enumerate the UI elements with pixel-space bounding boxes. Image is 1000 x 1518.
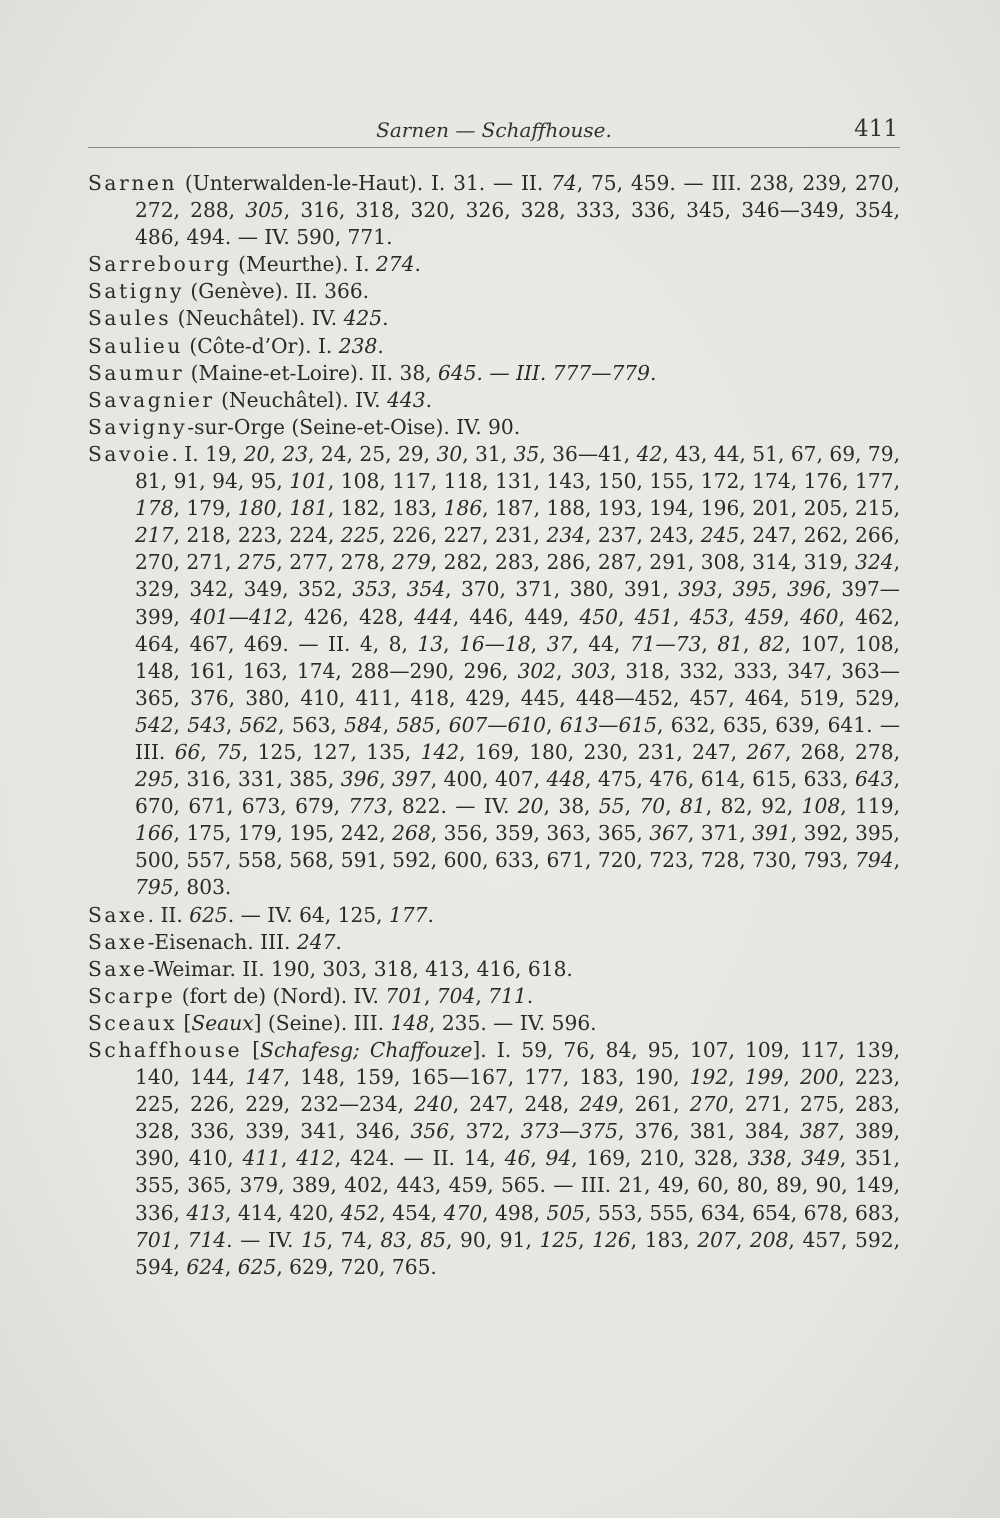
- italic-reference: 148: [390, 1010, 429, 1035]
- reference-text: ,: [786, 1146, 802, 1171]
- reference-text: , 371,: [687, 821, 753, 846]
- italic-reference: 356: [410, 1119, 450, 1144]
- reference-text: ,: [893, 848, 900, 873]
- reference-text: , 74,: [326, 1227, 381, 1252]
- italic-reference: 234: [546, 523, 586, 548]
- reference-text: ,: [546, 712, 560, 737]
- italic-reference: 425: [343, 306, 383, 331]
- reference-text: , 223, 225, 226, 229, 232—234,: [135, 1065, 901, 1117]
- italic-reference: 35: [513, 441, 540, 466]
- index-entries: [88, 170, 900, 1281]
- index-entry: [88, 983, 900, 1010]
- reference-text: .: [382, 306, 389, 331]
- reference-text: , 44,: [572, 631, 630, 656]
- italic-reference: 42: [636, 441, 663, 466]
- italic-reference: 81: [680, 794, 706, 819]
- italic-reference: 711: [488, 983, 527, 1008]
- italic-reference: 82: [758, 631, 785, 656]
- reference-text: , 235. — IV. 596.: [428, 1010, 597, 1035]
- italic-reference: 20: [243, 441, 270, 466]
- reference-text: ,: [578, 1227, 593, 1252]
- italic-reference: 387: [799, 1119, 839, 1144]
- italic-reference: 16—18: [459, 631, 531, 656]
- reference-text: , 169, 210, 328,: [571, 1146, 748, 1171]
- italic-reference: 267: [746, 739, 785, 764]
- italic-reference: 373—375: [520, 1119, 619, 1144]
- reference-text: (Meurthe). I.: [231, 252, 376, 277]
- reference-text: , 462, 464, 467, 469. — II. 4, 8,: [135, 604, 901, 656]
- italic-reference: 55: [598, 794, 625, 819]
- reference-text: .: [414, 252, 421, 277]
- reference-text: , 108, 117, 118, 131, 143, 150, 155, 172, 174, 176, 177,: [327, 469, 900, 494]
- reference-text: ,: [665, 794, 681, 819]
- italic-reference: 37: [546, 631, 573, 656]
- italic-reference: 245: [700, 523, 740, 548]
- index-entry: [88, 1037, 900, 1281]
- italic-reference: 542: [135, 712, 174, 737]
- reference-text: ,: [423, 983, 437, 1008]
- reference-text: , 356, 359, 363, 365,: [430, 821, 650, 846]
- reference-text: , 187, 188, 193, 194, 196, 201, 205, 215,: [482, 496, 900, 521]
- italic-reference: 66: [174, 739, 201, 764]
- italic-reference: 279: [392, 550, 431, 575]
- reference-text: ,: [435, 712, 449, 737]
- italic-reference: 625: [189, 902, 228, 927]
- index-entry: [88, 441, 900, 902]
- italic-reference: 305: [245, 198, 284, 223]
- italic-reference: 459: [744, 604, 784, 629]
- reference-text: . I. 19,: [171, 441, 244, 466]
- italic-reference: Seaux: [191, 1010, 254, 1035]
- italic-reference: 142: [420, 739, 460, 764]
- reference-text: ,: [225, 712, 240, 737]
- reference-text: .: [335, 929, 342, 954]
- reference-text: , 24, 25, 29,: [307, 441, 437, 466]
- reference-text: (Neuchâtel). IV.: [214, 387, 388, 412]
- reference-text: , 271, 275, 283, 328, 336, 339, 341, 346,: [135, 1092, 900, 1144]
- reference-text: , 90, 91,: [446, 1227, 540, 1252]
- reference-text: , 182, 183,: [327, 496, 444, 521]
- reference-text: , 261,: [618, 1092, 690, 1117]
- reference-text: .: [526, 983, 534, 1008]
- reference-text: ,: [728, 604, 745, 629]
- reference-text: . — IV. 64, 125,: [227, 902, 389, 927]
- index-entry: [88, 956, 900, 983]
- reference-text: , 397—399,: [135, 577, 900, 629]
- reference-text: [: [177, 1010, 192, 1035]
- italic-reference: 70: [639, 794, 666, 819]
- reference-text: ,: [624, 794, 640, 819]
- reference-text: , 475, 476, 614, 615, 633,: [585, 767, 856, 792]
- entry-headword: Savagnier: [88, 387, 215, 412]
- italic-reference: 795: [135, 875, 174, 900]
- reference-text: , 183,: [630, 1227, 698, 1252]
- italic-reference: 643: [855, 767, 894, 792]
- italic-reference: 451: [634, 604, 674, 629]
- reference-text: , 424. — II. 14,: [334, 1146, 505, 1171]
- entry-headword: Schaffhouse: [88, 1038, 243, 1062]
- italic-reference: 303: [571, 658, 610, 683]
- reference-text: , 426, 428,: [287, 604, 415, 629]
- reference-text: , 414, 420,: [224, 1200, 341, 1225]
- reference-text: .: [427, 902, 434, 927]
- index-entry: [88, 414, 900, 441]
- reference-text: , 277, 278,: [276, 550, 393, 575]
- reference-text: , 370, 371, 380, 391,: [445, 577, 679, 602]
- reference-text: , 82, 92,: [705, 794, 802, 819]
- entry-headword: Sarnen: [88, 171, 178, 195]
- italic-reference: 354: [406, 577, 446, 602]
- italic-reference: 75: [216, 739, 242, 764]
- reference-text: , 282, 283, 286, 287, 291, 308, 314, 319,: [430, 550, 856, 575]
- reference-text: .: [377, 333, 384, 358]
- italic-reference: 81: [717, 631, 744, 656]
- reference-text: ,: [379, 767, 393, 792]
- italic-reference: 20: [517, 794, 544, 819]
- reference-text: , 31,: [462, 441, 514, 466]
- italic-reference: 74: [551, 171, 577, 195]
- reference-text: , 107, 108, 148, 161, 163, 174, 288—290, 296,: [135, 631, 900, 683]
- italic-reference: 353: [352, 577, 391, 602]
- italic-reference: 324: [855, 550, 894, 575]
- entry-headword: Sceaux: [88, 1010, 178, 1035]
- italic-reference: 15: [301, 1227, 327, 1252]
- italic-reference: 274: [375, 252, 415, 277]
- reference-text: ,: [771, 577, 787, 602]
- reference-text: . II.: [147, 902, 190, 927]
- italic-reference: 199: [744, 1065, 784, 1090]
- italic-reference: 625: [237, 1254, 277, 1279]
- reference-text: ,: [556, 658, 572, 683]
- italic-reference: 543: [187, 712, 226, 737]
- italic-reference: 448: [546, 767, 586, 792]
- reference-text: , 822. — IV.: [387, 794, 518, 819]
- reference-text: , 670, 671, 673, 679,: [135, 767, 900, 819]
- reference-text: ,: [735, 1227, 750, 1252]
- reference-text: , 169, 180, 230, 231, 247,: [459, 739, 747, 764]
- italic-reference: 125: [539, 1227, 579, 1252]
- italic-reference: 180: [237, 496, 277, 521]
- reference-text: ,: [276, 496, 290, 521]
- entry-headword: Saulieu: [88, 333, 183, 358]
- italic-reference: 395: [732, 577, 772, 602]
- reference-text: ,: [269, 441, 283, 466]
- entry-headword: Savigny: [88, 414, 188, 439]
- italic-reference: 585: [396, 712, 435, 737]
- italic-reference: 126: [592, 1227, 631, 1252]
- italic-reference: 470: [443, 1200, 483, 1225]
- running-header: [88, 112, 900, 152]
- index-entry: [88, 929, 900, 956]
- reference-text: ,: [728, 1065, 745, 1090]
- italic-reference: 704: [436, 983, 476, 1008]
- italic-reference: 30: [436, 441, 463, 466]
- reference-text: .: [425, 387, 432, 412]
- reference-text: , 457, 592, 594,: [135, 1227, 900, 1279]
- reference-text: , 632, 635, 639, 641. — III.: [135, 712, 901, 764]
- reference-text: (Côte-d’Or). I.: [182, 333, 339, 358]
- reference-text: ,: [530, 631, 547, 656]
- reference-text: -Weimar. II. 190, 303, 318, 413, 416, 618.: [147, 956, 573, 981]
- italic-reference: 444: [414, 604, 453, 629]
- reference-text: , 400, 407,: [430, 767, 547, 792]
- reference-text: , 218, 223, 224,: [173, 523, 341, 548]
- reference-text: -Eisenach. III.: [147, 929, 297, 954]
- italic-reference: 270: [689, 1092, 729, 1117]
- italic-reference: . — III. 777—779: [476, 360, 650, 385]
- reference-text: ,: [783, 604, 800, 629]
- reference-text: [: [242, 1038, 261, 1062]
- entry-headword: Saxe: [88, 929, 148, 954]
- italic-reference: 460: [799, 604, 839, 629]
- italic-reference: 247: [296, 929, 336, 954]
- reference-text: ,: [530, 1146, 546, 1171]
- italic-reference: 208: [749, 1227, 789, 1252]
- entry-headword: Saumur: [88, 360, 185, 385]
- italic-reference: 217: [135, 523, 174, 548]
- index-entry: [88, 251, 900, 278]
- italic-reference: 505: [546, 1200, 586, 1225]
- index-entry: [88, 278, 900, 305]
- reference-text: -sur-Orge (Seine-et-Oise). IV. 90.: [187, 414, 521, 439]
- index-entry: [88, 170, 900, 251]
- italic-reference: 85: [420, 1227, 446, 1252]
- italic-reference: 13: [417, 631, 444, 656]
- reference-text: , 563,: [278, 712, 345, 737]
- reference-text: , 247, 262, 266, 270, 271,: [135, 523, 901, 575]
- italic-reference: Schafesg; Chaffouze: [260, 1038, 473, 1062]
- italic-reference: 562: [239, 712, 279, 737]
- running-title: Sarnen — Schaffhouse.: [376, 118, 612, 142]
- italic-reference: 396: [340, 767, 380, 792]
- reference-text: , 454,: [379, 1200, 444, 1225]
- reference-text: ,: [701, 631, 718, 656]
- entry-headword: Scarpe: [88, 983, 176, 1008]
- reference-text: , 376, 381, 384,: [618, 1119, 800, 1144]
- reference-text: , 372,: [449, 1119, 521, 1144]
- reference-text: , 148, 159, 165—167, 177, 183, 190,: [283, 1065, 690, 1090]
- reference-text: (Unterwalden-le-Haut). I. 31. — II.: [177, 171, 552, 195]
- italic-reference: 701: [135, 1227, 174, 1252]
- italic-reference: 453: [689, 604, 729, 629]
- italic-reference: 773: [348, 794, 388, 819]
- reference-text: , 43, 44, 51, 67, 69, 79, 81, 91, 94, 95,: [135, 441, 901, 494]
- reference-text: ,: [743, 631, 759, 656]
- reference-text: , 318, 332, 333, 347, 363—365, 376, 380, 410, 411, 418, 429, 445, 448—452, 457, 464, 519, 529,: [135, 658, 900, 710]
- reference-text: , 803.: [173, 875, 232, 900]
- italic-reference: 240: [414, 1092, 453, 1117]
- italic-reference: 186: [443, 496, 483, 521]
- header-rule: [88, 147, 900, 148]
- italic-reference: 108: [801, 794, 841, 819]
- reference-text: , 247, 248,: [452, 1092, 580, 1117]
- reference-text: (Maine-et-Loire). II. 38,: [184, 360, 438, 385]
- index-entry: [88, 305, 900, 332]
- reference-text: , 36—41,: [539, 441, 637, 466]
- italic-reference: 249: [579, 1092, 619, 1117]
- reference-text: ,: [173, 712, 188, 737]
- italic-reference: 178: [135, 496, 174, 521]
- reference-text: , 119,: [840, 794, 900, 819]
- reference-text: ,: [783, 1065, 800, 1090]
- reference-text: (Neuchâtel). IV.: [171, 306, 344, 331]
- reference-text: ]. I. 59, 76, 84, 95, 107, 109, 117, 139, 140, 144,: [135, 1038, 900, 1090]
- entry-headword: Saules: [88, 306, 172, 331]
- italic-reference: 275: [237, 550, 277, 575]
- italic-reference: 192: [689, 1065, 729, 1090]
- italic-reference: 391: [752, 821, 791, 846]
- reference-text: , 316, 331, 385,: [173, 767, 341, 792]
- italic-reference: 397: [392, 767, 431, 792]
- italic-reference: 225: [340, 523, 380, 548]
- italic-reference: 268: [392, 821, 431, 846]
- italic-reference: 207: [697, 1227, 736, 1252]
- italic-reference: 200: [799, 1065, 839, 1090]
- reference-text: , 226, 227, 231,: [379, 523, 547, 548]
- reference-text: ,: [618, 604, 635, 629]
- italic-reference: 701: [385, 983, 424, 1008]
- index-entry: [88, 360, 900, 387]
- reference-text: , 179,: [173, 496, 238, 521]
- italic-reference: 94: [545, 1146, 572, 1171]
- reference-text: , 553, 555, 634, 654, 678, 683,: [585, 1200, 900, 1225]
- italic-reference: 412: [296, 1146, 335, 1171]
- italic-reference: 302: [517, 658, 557, 683]
- reference-text: , 498,: [482, 1200, 547, 1225]
- reference-text: , 446, 449,: [452, 604, 580, 629]
- italic-reference: 607—610: [448, 712, 547, 737]
- italic-reference: 450: [579, 604, 618, 629]
- italic-reference: 393: [678, 577, 717, 602]
- reference-text: .: [650, 360, 657, 385]
- reference-text: , 75, 459. — III. 238, 239, 270, 272, 288,: [135, 171, 901, 223]
- italic-reference: 794: [855, 848, 894, 873]
- italic-reference: 71—73: [629, 631, 702, 656]
- entry-headword: Saxe: [88, 956, 148, 981]
- italic-reference: 46: [504, 1146, 531, 1171]
- reference-text: ,: [475, 983, 489, 1008]
- index-entry: [88, 902, 900, 929]
- italic-reference: 396: [786, 577, 826, 602]
- reference-text: ,: [443, 631, 460, 656]
- italic-reference: 295: [135, 767, 174, 792]
- italic-reference: 714: [187, 1227, 227, 1252]
- italic-reference: 101: [289, 469, 328, 494]
- italic-reference: 584: [344, 712, 383, 737]
- reference-text: ,: [673, 604, 690, 629]
- reference-text: , 389, 390, 410,: [135, 1119, 900, 1171]
- italic-reference: 23: [282, 441, 308, 466]
- reference-text: ,: [224, 1254, 238, 1279]
- italic-reference: 411: [242, 1146, 281, 1171]
- reference-text: ] (Seine). III.: [253, 1010, 391, 1035]
- italic-reference: 413: [186, 1200, 225, 1225]
- italic-reference: 177: [388, 902, 428, 927]
- italic-reference: 443: [387, 387, 426, 412]
- reference-text: , 351, 355, 365, 379, 389, 402, 443, 459, 565. — III. 21, 49, 60, 80, 89, 90, 149, 336,: [135, 1146, 900, 1225]
- reference-text: ,: [200, 739, 217, 764]
- reference-text: ,: [382, 712, 397, 737]
- reference-text: ,: [173, 1227, 188, 1252]
- entry-headword: Savoie: [88, 441, 172, 466]
- reference-text: ,: [406, 1227, 421, 1252]
- entry-headword: Satigny: [88, 279, 184, 304]
- reference-text: , 629, 720, 765.: [276, 1254, 437, 1279]
- reference-text: , 329, 342, 349, 352,: [135, 550, 900, 602]
- reference-text: , 392, 395, 500, 557, 558, 568, 591, 592, 600, 633, 671, 720, 723, 728, 730, 793,: [135, 821, 900, 873]
- reference-text: ,: [281, 1146, 297, 1171]
- italic-reference: 401—412: [190, 604, 288, 629]
- italic-reference: 624: [186, 1254, 225, 1279]
- italic-reference: 338: [747, 1146, 787, 1171]
- page-number: 411: [854, 116, 898, 142]
- index-entry: [88, 387, 900, 414]
- italic-reference: 613—615: [559, 712, 658, 737]
- reference-text: (Genève). II. 366.: [183, 279, 370, 304]
- italic-reference: 452: [340, 1200, 380, 1225]
- italic-reference: 147: [245, 1065, 284, 1090]
- reference-text: , 38,: [543, 794, 599, 819]
- entry-headword: Saxe: [88, 902, 148, 927]
- reference-text: , 316, 318, 320, 326, 328, 333, 336, 345, 346—349, 354, 486, 494. — IV. 590, 771.: [135, 198, 900, 250]
- reference-text: (fort de) (Nord). IV.: [175, 983, 386, 1008]
- reference-text: ,: [716, 577, 733, 602]
- index-entry: [88, 333, 900, 360]
- italic-reference: 367: [649, 821, 688, 846]
- reference-text: , 175, 179, 195, 242,: [173, 821, 393, 846]
- entry-headword: Sarrebourg: [88, 252, 232, 277]
- index-entry: [88, 1010, 900, 1037]
- reference-text: , 268, 278,: [784, 739, 900, 764]
- reference-text: ,: [390, 577, 407, 602]
- reference-text: . — IV.: [226, 1227, 302, 1252]
- italic-reference: 166: [135, 821, 174, 846]
- reference-text: , 125, 127, 135,: [241, 739, 421, 764]
- italic-reference: 238: [338, 333, 378, 358]
- italic-reference: 83: [380, 1227, 407, 1252]
- reference-text: , 237, 243,: [585, 523, 701, 548]
- italic-reference: 645: [438, 360, 477, 385]
- italic-reference: 349: [801, 1146, 840, 1171]
- italic-reference: 181: [289, 496, 328, 521]
